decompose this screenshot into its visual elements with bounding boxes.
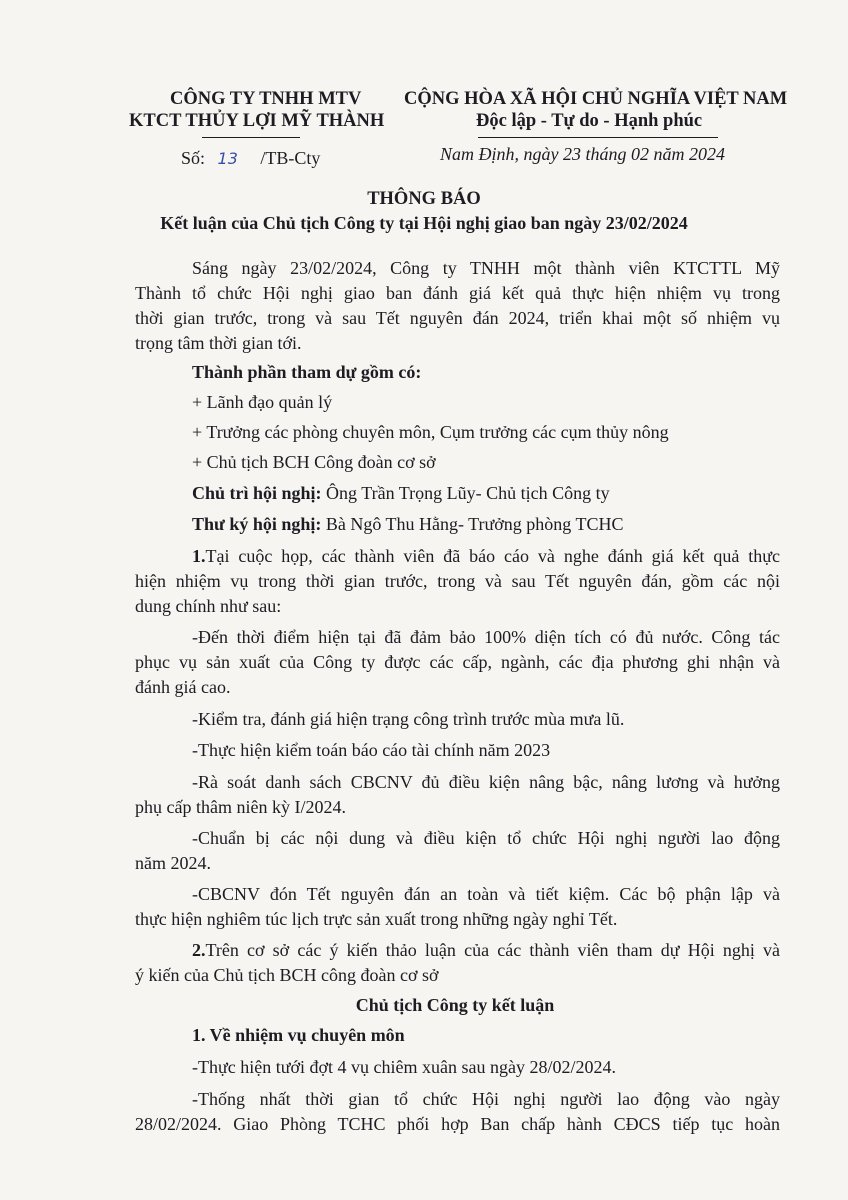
- intro-line-2: Thành tổ chức Hội nghị giao ban đánh giá kết quả thực hiện nhiệm vụ trong: [135, 283, 780, 303]
- subsection-1-heading: 1. Về nhiệm vụ chuyên môn: [192, 1025, 405, 1045]
- intro-line-3: thời gian trước, trong và sau Tết nguyên đán 2024, triển khai một số nhiệm vụ: [135, 308, 780, 328]
- nation-motto: Độc lập - Tự do - Hạnh phúc: [476, 111, 703, 131]
- section2-line-2: ý kiến của Chủ tịch BCH công đoàn cơ sở: [135, 965, 439, 985]
- intro-line-4: trọng tâm thời gian tới.: [135, 333, 302, 353]
- org-underline: [202, 137, 300, 138]
- motto-underline: [478, 137, 718, 138]
- section1-line-2: hiện nhiệm vụ trong thời gian trước, trong và sau Tết nguyên đán, gồm các nội: [135, 571, 780, 591]
- participants-heading: Thành phần tham dự gồm có:: [192, 362, 422, 382]
- bullet-4-line-2: phụ cấp thâm niên kỳ I/2024.: [135, 797, 346, 817]
- bullet-2: -Kiểm tra, đánh giá hiện trạng công trình trước mùa mưa lũ.: [192, 709, 625, 729]
- section2-line-1: [192, 940, 780, 961]
- chair-label: Chủ trì hội nghị:: [192, 483, 322, 503]
- bullet-6-line-1: -CBCNV đón Tết nguyên đán an toàn và tiết kiệm. Các bộ phận lập và: [192, 884, 780, 904]
- section1-number: 1.: [192, 546, 206, 566]
- conclusion-item-2-line-1: -Thống nhất thời gian tổ chức Hội nghị người lao động vào ngày: [192, 1089, 780, 1109]
- bullet-1-line-3: đánh giá cao.: [135, 677, 231, 697]
- secretary-value: Bà Ngô Thu Hằng- Trưởng phòng TCHC: [321, 514, 624, 534]
- org-name-line1: CÔNG TY TNHH MTV: [170, 89, 362, 109]
- chair-value: Ông Trần Trọng Lũy- Chủ tịch Công ty: [321, 483, 610, 503]
- bullet-1-line-2: phục vụ sản xuất của Công ty được các cấp, ngành, các địa phương ghi nhận và: [135, 652, 780, 672]
- conclusion-heading: Chủ tịch Công ty kết luận: [355, 995, 555, 1015]
- place-date: Nam Định, ngày 23 tháng 02 năm 2024: [440, 144, 725, 164]
- org-name-line2: KTCT THỦY LỢI MỸ THÀNH: [129, 111, 385, 131]
- nation-title: CỘNG HÒA XÃ HỘI CHỦ NGHĨA VIỆT NAM: [404, 89, 788, 109]
- doc-number-label: Số:: [181, 148, 206, 168]
- document-subtitle: Kết luận của Chủ tịch Công ty tại Hội nghị giao ban ngày 23/02/2024: [160, 213, 688, 233]
- bullet-6-line-2: thực hiện nghiêm túc lịch trực sản xuất trong những ngày nghỉ Tết.: [135, 909, 618, 929]
- section2-number: 2.: [192, 940, 206, 960]
- section2-text-1: Trên cơ sở các ý kiến thảo luận của các thành viên tham dự Hội nghị và: [205, 940, 780, 960]
- bullet-5-line-1: -Chuẩn bị các nội dung và điều kiện tổ chức Hội nghị người lao động: [192, 828, 780, 848]
- bullet-3: -Thực hiện kiểm toán báo cáo tài chính năm 2023: [192, 740, 551, 760]
- conclusion-item-2-line-2: 28/02/2024. Giao Phòng TCHC phối hợp Ban chấp hành CĐCS tiếp tục hoàn: [135, 1114, 780, 1134]
- doc-number-value: 13: [217, 149, 238, 168]
- section1-line-3: dung chính như sau:: [135, 596, 282, 616]
- intro-line-1: Sáng ngày 23/02/2024, Công ty TNHH một thành viên KTCTTL Mỹ: [192, 258, 780, 278]
- bullet-4-line-1: -Rà soát danh sách CBCNV đủ điều kiện nâng bậc, nâng lương và hưởng: [192, 772, 780, 792]
- doc-number-suffix: /TB-Cty: [260, 148, 321, 168]
- secretary-label: Thư ký hội nghị:: [192, 514, 322, 534]
- bullet-5-line-2: năm 2024.: [135, 853, 211, 873]
- bullet-1-line-1: -Đến thời điểm hiện tại đã đảm bảo 100% diện tích có đủ nước. Công tác: [192, 627, 780, 647]
- section1-line-1: [192, 546, 780, 567]
- document-title: THÔNG BÁO: [367, 189, 481, 209]
- participant-item: + Lãnh đạo quản lý: [192, 392, 333, 412]
- conclusion-item-1: -Thực hiện tưới đợt 4 vụ chiêm xuân sau ngày 28/02/2024.: [192, 1057, 616, 1077]
- chair-line: [192, 483, 610, 504]
- participant-item: + Chủ tịch BCH Công đoàn cơ sở: [192, 452, 436, 472]
- participant-item: + Trưởng các phòng chuyên môn, Cụm trưởng các cụm thủy nông: [192, 422, 669, 442]
- section1-text-1: Tại cuộc họp, các thành viên đã báo cáo và nghe đánh giá kết quả thực: [205, 546, 780, 566]
- secretary-line: [192, 514, 624, 535]
- doc-number: [181, 148, 320, 169]
